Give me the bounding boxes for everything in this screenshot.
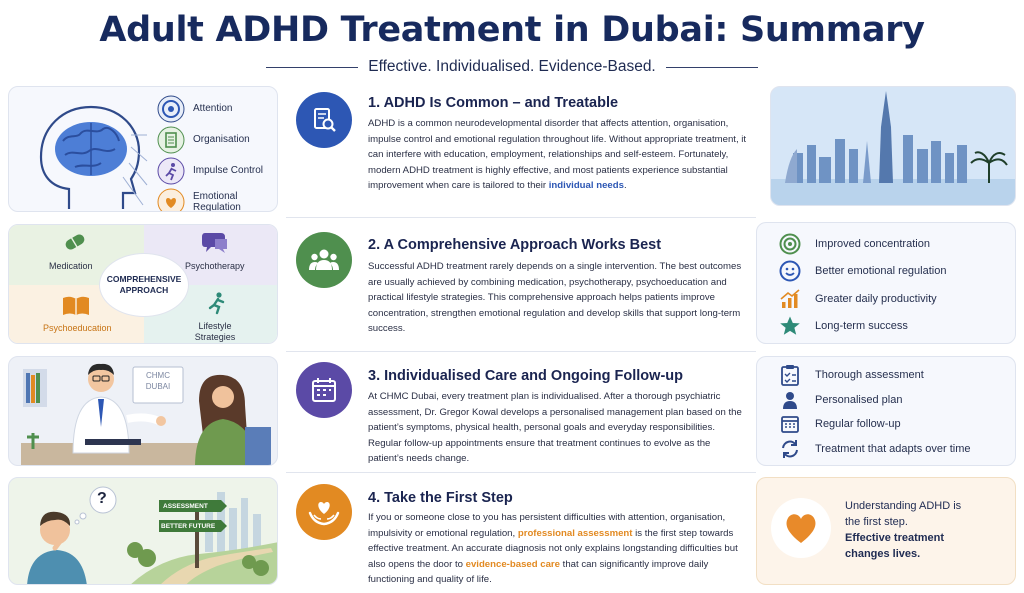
section-title: 2. A Comprehensive Approach Works Best — [368, 237, 662, 253]
section-body: At CHMC Dubai, every treatment plan is individualised. After a thorough psychiatric assessment, Dr. Gregor Kowal develops a personalised management plan based on the patient’s symptoms, physical health, personal goals and everyday responsibilities. Regular follow-up appointments ensure that treatment continues to evolve as the patient’s needs change. — [368, 391, 742, 465]
calendar-icon — [777, 413, 803, 435]
running-person-icon — [157, 157, 185, 185]
closing-line-1: Understanding ADHD is the first step. — [845, 500, 962, 528]
book-icon — [61, 295, 91, 322]
section-divider — [286, 351, 756, 352]
brain-card — [8, 86, 278, 212]
list-item — [777, 313, 946, 341]
section-body: ADHD is a common neurodevelopmental disorder that affects attention, organisation, impulse control and emotional regulation throughout life. Without appropriate treatment, it can interfere with education, employment, relationships and self-esteem. Fortunately, modern ADHD treatment is highly effective, and most patients experience substantial improvement when care is tailored to their individual needs. — [368, 118, 747, 192]
cycle-icon — [777, 438, 803, 460]
approach-card — [8, 224, 278, 344]
speech-bubble-icon — [201, 231, 229, 260]
quadrant-label: Psychotherapy — [185, 261, 245, 271]
checklist-icon — [157, 126, 185, 154]
consultation-illustration — [8, 356, 278, 466]
document-search-icon — [296, 92, 352, 148]
list-item — [157, 186, 277, 212]
list-item-label: Impulse Control — [193, 165, 264, 176]
quadrant-label: Medication — [49, 261, 93, 271]
clipboard-icon — [777, 364, 803, 386]
list-item-label: Long-term success — [815, 320, 908, 333]
quadrant-label: Psychoeducation — [43, 323, 112, 333]
list-item — [777, 285, 946, 313]
section-divider — [286, 217, 756, 218]
highlight-text: professional assessment — [517, 527, 633, 539]
heart-icon — [157, 188, 185, 213]
pill-icon — [63, 233, 87, 256]
care-card — [756, 356, 1016, 466]
list-item-label: Better emotional regulation — [815, 265, 947, 278]
list-item — [777, 388, 971, 413]
brain-function-list — [157, 93, 277, 212]
list-item-label: Improved concentration — [815, 237, 930, 250]
list-item — [777, 230, 946, 258]
list-item — [777, 363, 971, 388]
list-item-label: Treatment that adapts over time — [815, 442, 971, 455]
target-icon — [157, 95, 185, 123]
section-body: Successful ADHD treatment rarely depends on a single intervention. The best outcomes are usually achieved by combining medication, psychotherapy, psychoeducation and practical lifestyle strategies. This comprehensive approach helps patients improve concentration, strengthen emotional regulation and develop skills that support long-term success. — [368, 261, 742, 335]
page-subtitle: Effective. Individualised. Evidence-Based. — [368, 58, 656, 75]
smiley-icon — [777, 260, 803, 282]
quadrant-label: Lifestyle Strategies — [194, 321, 236, 342]
closing-line-2: Effective treatment changes lives. — [845, 532, 945, 560]
benefits-card — [756, 222, 1016, 344]
dubai-skyline-image — [770, 86, 1016, 206]
running-person-icon — [205, 291, 229, 320]
highlight-text: evidence-based care — [465, 558, 561, 570]
list-item — [777, 412, 971, 437]
section-body: If you or someone close to you has persistent difficulties with attention, organisation, impulsivity or emotional regulation, professional assessment is the first step towards effective treatment. An accurate diagnosis not only explains longstanding difficulties but also opens the door to evidence-based care that can significantly improve daily functioning and quality of life. — [368, 512, 738, 586]
section-divider — [286, 472, 756, 473]
list-item-label: Greater daily productivity — [815, 292, 937, 305]
list-item-label: Personalised plan — [815, 393, 903, 406]
highlight-text: individual needs — [548, 180, 624, 192]
care-list — [777, 363, 971, 461]
calendar-checklist-icon — [296, 362, 352, 418]
person-icon — [777, 389, 803, 411]
growth-chart-icon — [777, 288, 803, 310]
page-title: Adult ADHD Treatment in Dubai: Summary — [99, 10, 925, 50]
group-people-icon — [296, 232, 352, 288]
section-title: 4. Take the First Step — [368, 490, 513, 506]
list-item-label: Organisation — [193, 134, 250, 145]
list-item-label: Regular follow-up — [815, 418, 901, 431]
list-item — [777, 258, 946, 286]
head-brain-illustration — [11, 89, 151, 212]
question-mark-icon: ? — [97, 490, 107, 507]
signpost-assessment: ASSESSMENT — [163, 503, 208, 510]
approach-center-label: COMPREHENSIVE APPROACH — [106, 274, 182, 295]
closing-message — [845, 498, 965, 562]
star-icon — [777, 315, 803, 337]
list-item — [157, 155, 277, 186]
divider-right — [666, 67, 758, 68]
section-title: 3. Individualised Care and Ongoing Follow-up — [368, 368, 683, 384]
subtitle-row — [0, 57, 1024, 77]
list-item — [157, 93, 277, 124]
closing-card — [756, 477, 1016, 585]
list-item — [157, 124, 277, 155]
divider-left — [266, 67, 358, 68]
first-step-illustration — [8, 477, 278, 585]
approach-center-circle — [99, 253, 189, 317]
list-item-label: Emotional Regulation — [193, 190, 241, 212]
target-icon — [777, 233, 803, 255]
heart-icon — [771, 498, 831, 558]
section-title: 1. ADHD Is Common – and Treatable — [368, 95, 619, 111]
signpost-better-future: BETTER FUTURE — [161, 523, 216, 530]
clinic-sign: CHMC DUBAI — [145, 371, 171, 391]
heart-hands-icon — [296, 484, 352, 540]
list-item-label: Thorough assessment — [815, 369, 924, 382]
benefits-list — [777, 230, 946, 340]
list-item — [777, 437, 971, 462]
list-item-label: Attention — [193, 103, 233, 114]
